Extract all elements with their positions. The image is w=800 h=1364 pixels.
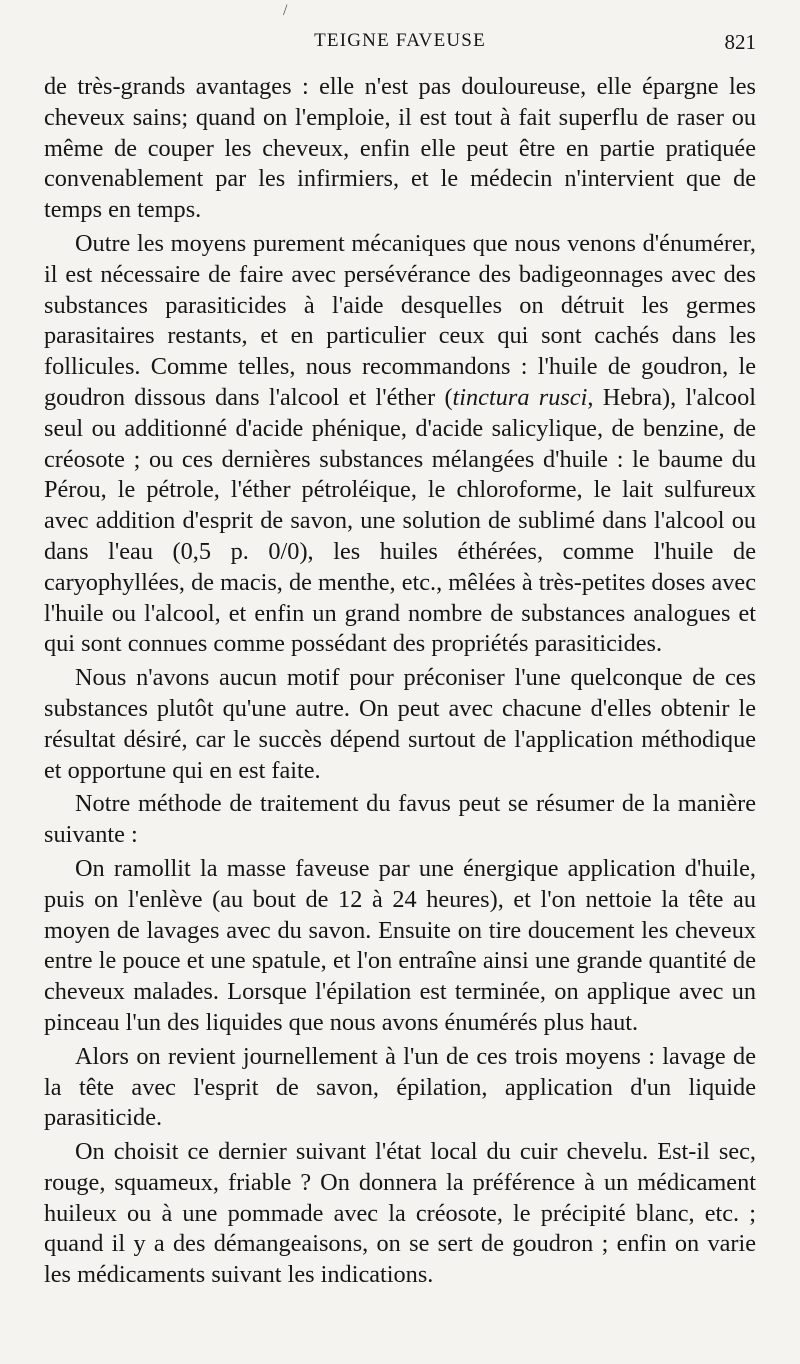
paragraph-text: Outre les moyens purement mécaniques que nous venons d'énumérer, il est nécessaire de faire avec persévérance des badigeonnages avec des substances parasiticides à l'aide desquelles on détruit les germes parasitaires restants, et en particulier ceux qui sont cachés dans les follicules. Comme telles, nous recommandons : l'huile de goudron, le goudron dissous dans l'alcool et l'éther (	[44, 229, 756, 411]
page-number: 821	[724, 30, 756, 54]
margin-mark: /	[283, 2, 288, 19]
body-text	[44, 72, 756, 1291]
paragraph-text: , Hebra), l'alcool seul ou additionné d'acide phénique, d'acide salicylique, de benzine, de créosote ; ou ces dernières substances mélangées d'huile : le baume du Pérou, le pétrole, l'éther pétroléique, le chloroforme, le lait sulfureux avec addition d'esprit de savon, une solution de sublimé dans l'alcool ou dans l'eau (0,5 p. 0/0), les huiles éthérées, comme l'huile de caryophyllées, de macis, de menthe, etc., mêlées à très-petites doses avec l'huile ou l'alcool, et enfin un grand nombre de substances analogues et qui sont connues comme possédant des propriétés parasiticides.	[44, 383, 756, 658]
paragraph-choice: On choisit ce dernier suivant l'état local du cuir chevelu. Est-il sec, rouge, squameux, friable ? On donnera la préférence à un médicament huileux ou à une pommade avec la créosote, le précipité blanc, etc. ; quand il y a des démangeaisons, on se sert de goudron ; enfin on varie les médicaments suivant les indications.	[44, 1138, 756, 1289]
paragraph-continuation: de très-grands avantages : elle n'est pas douloureuse, elle épargne les cheveux sains; quand on l'emploie, il est tout à fait superflu de raser ou même de couper les cheveux, enfin elle peut être en partie pratiquée convenablement par les infirmiers, et le médecin n'intervient que de temps en temps.	[44, 73, 756, 224]
paragraph-method-intro: Notre méthode de traitement du favus peut se résumer de la manière suivante :	[44, 790, 756, 849]
paragraph-method-steps: On ramollit la masse faveuse par une énergique application d'huile, puis on l'enlève (au bout de 12 à 24 heures), et l'on nettoie la tête au moyen de lavages avec du savon. Ensuite on tire doucement les cheveux entre le pouce et une spatule, et l'on entraîne ainsi une grande quantité de cheveux malades. Lorsque l'épilation est terminée, on applique avec un pinceau l'un des liquides que nous avons énumérés plus haut.	[44, 854, 756, 1036]
running-header	[44, 30, 756, 58]
paragraph-parasiticides	[44, 229, 756, 660]
latin-term: tinctura rusci	[452, 383, 588, 411]
paragraph-no-preference: Nous n'avons aucun motif pour préconiser l'une quelconque de ces substances plutôt qu'une autre. On peut avec chacune d'elles obtenir le résultat désiré, car le succès dépend surtout de l'application méthodique et opportune qui en est faite.	[44, 664, 756, 784]
paragraph-daily-routine: Alors on revient journellement à l'un de ces trois moyens : lavage de la tête avec l'esprit de savon, épilation, application d'un liquide parasiticide.	[44, 1042, 756, 1132]
running-title: TEIGNE FAVEUSE	[314, 30, 486, 51]
